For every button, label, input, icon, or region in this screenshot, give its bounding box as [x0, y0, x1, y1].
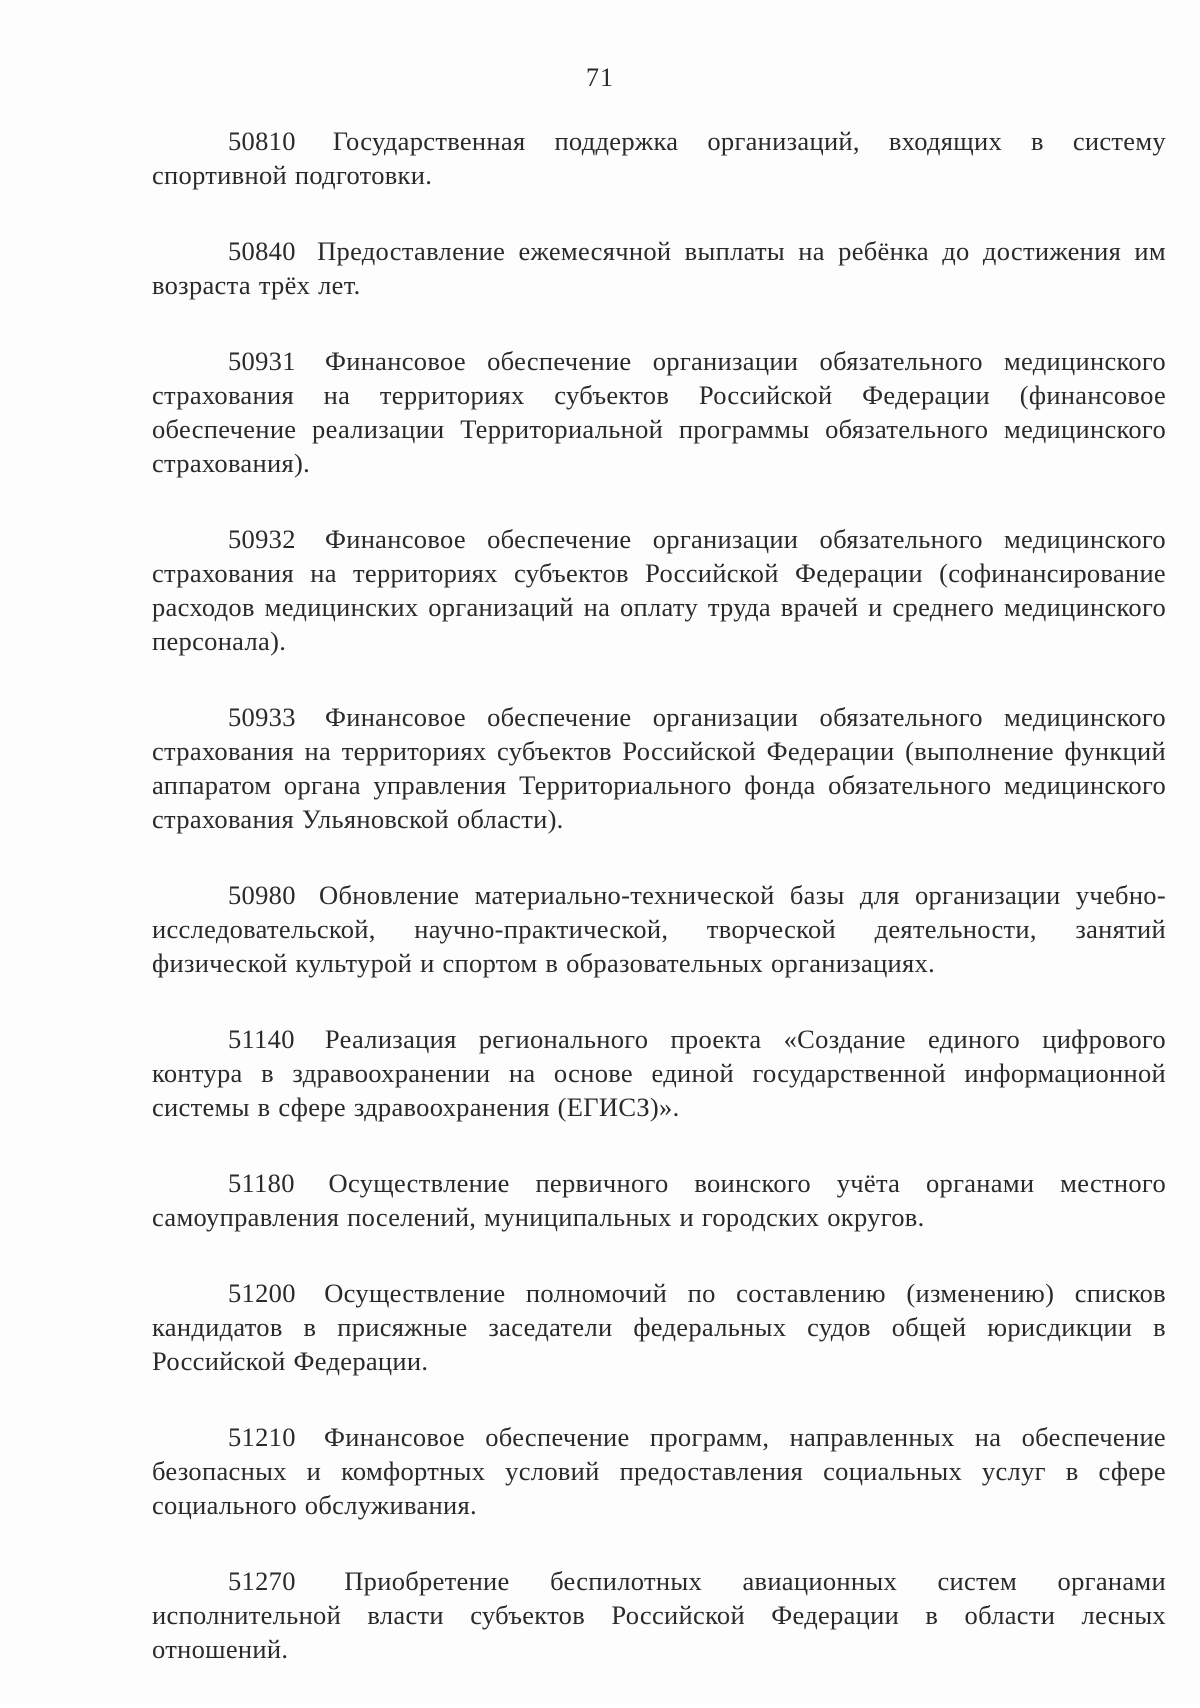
list-item	[152, 344, 1166, 480]
item-code: 51210	[228, 1422, 296, 1452]
list-item	[152, 700, 1166, 836]
item-text: Финансовое обеспечение организации обязательного медицинского страхования на территориях субъектов Российской Федерации (финансовое обеспечение реализации Территориальной программы обязательного медицинского страхования).	[152, 346, 1166, 478]
item-text: Реализация регионального проекта «Создание единого цифрового контура в здравоохранении на основе единой государственной информационной системы в сфере здравоохранения (ЕГИСЗ)».	[152, 1024, 1166, 1122]
item-text: Предоставление ежемесячной выплаты на ребёнка до достижения им возраста трёх лет.	[152, 236, 1166, 300]
list-item	[152, 1564, 1166, 1666]
list-item	[152, 1166, 1166, 1234]
list-item	[152, 1276, 1166, 1378]
item-text: Финансовое обеспечение программ, направленных на обеспечение безопасных и комфортных условий предоставления социальных услуг в сфере социального обслуживания.	[152, 1422, 1166, 1520]
item-text: Осуществление полномочий по составлению (изменению) списков кандидатов в присяжные заседатели федеральных судов общей юрисдикции в Российской Федерации.	[152, 1278, 1166, 1376]
item-text: Государственная поддержка организаций, входящих в систему спортивной подготовки.	[152, 126, 1166, 190]
item-code: 50931	[228, 346, 296, 376]
item-code: 51270	[228, 1566, 296, 1596]
item-code: 51140	[228, 1024, 295, 1054]
list-item	[152, 878, 1166, 980]
list-item	[152, 234, 1166, 302]
list-item	[152, 1420, 1166, 1522]
item-code: 50980	[228, 880, 296, 910]
list-item	[152, 124, 1166, 192]
item-text: Финансовое обеспечение организации обязательного медицинского страхования на территориях субъектов Российской Федерации (выполнение функций аппаратом органа управления Территориального фонда обязательного медицинского страхования Ульяновской области).	[152, 702, 1166, 834]
item-code: 50933	[228, 702, 296, 732]
budget-code-list	[152, 124, 1166, 1708]
list-item	[152, 1022, 1166, 1124]
item-code: 51180	[228, 1168, 295, 1198]
item-code: 51200	[228, 1278, 296, 1308]
list-item	[152, 522, 1166, 658]
item-text: Осуществление первичного воинского учёта органами местного самоуправления поселений, муниципальных и городских округов.	[152, 1168, 1166, 1232]
item-text: Приобретение беспилотных авиационных систем органами исполнительной власти субъектов Российской Федерации в области лесных отношений.	[152, 1566, 1166, 1664]
item-text: Обновление материально-технической базы для организации учебно-исследовательской, научно-практической, творческой деятельности, занятий физической культурой и спортом в образовательных организациях.	[152, 880, 1166, 978]
item-code: 50840	[228, 236, 296, 266]
item-code: 50810	[228, 126, 296, 156]
page-number: 71	[586, 63, 614, 92]
item-code: 50932	[228, 524, 296, 554]
item-text: Финансовое обеспечение организации обязательного медицинского страхования на территориях субъектов Российской Федерации (софинансирование расходов медицинских организаций на оплату труда врачей и среднего медицинского персонала).	[152, 524, 1166, 656]
